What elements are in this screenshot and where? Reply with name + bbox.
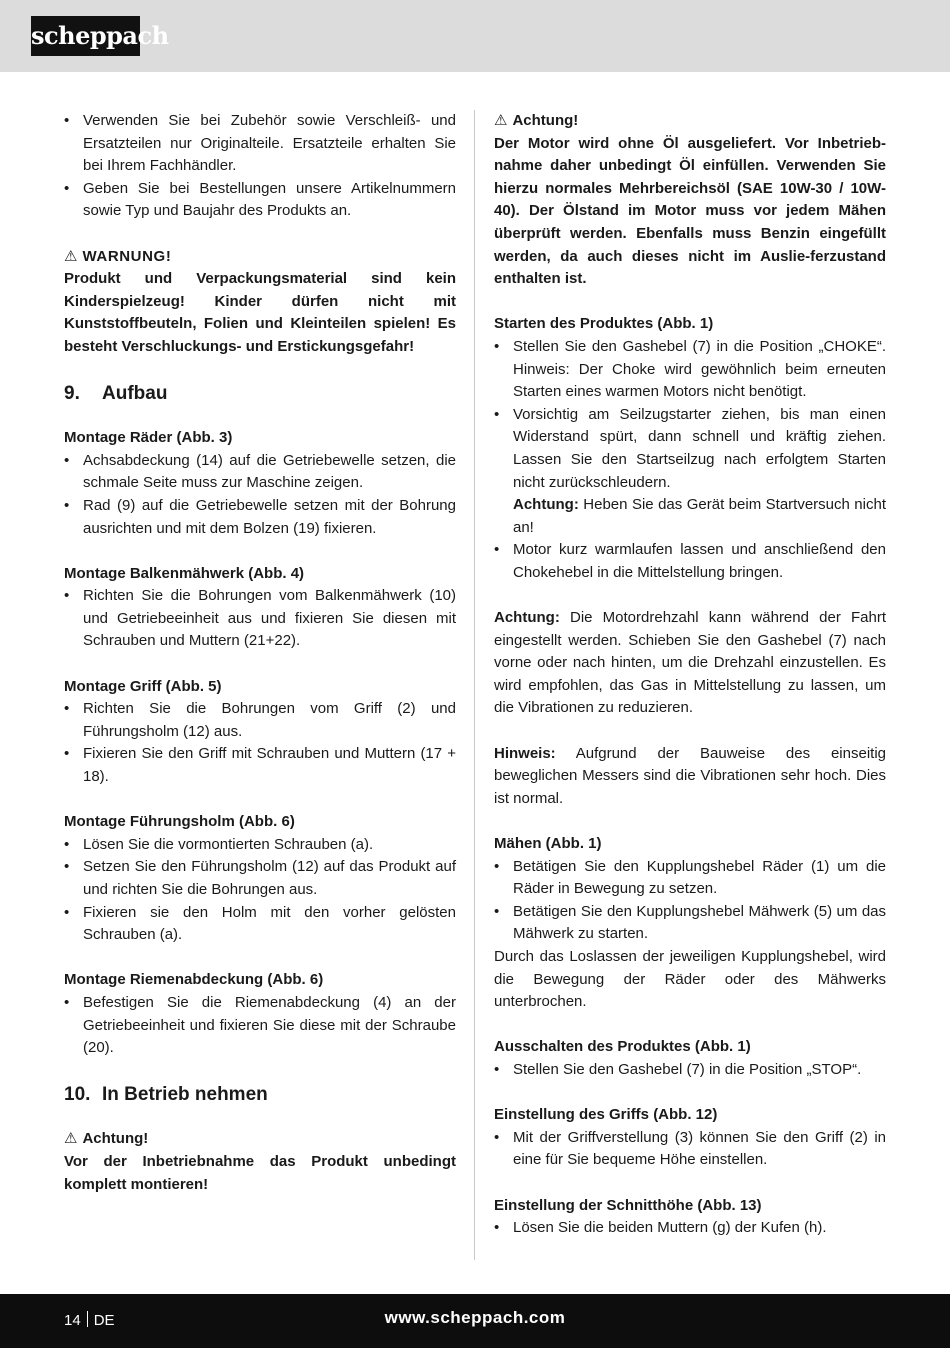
intro-list <box>64 110 456 223</box>
list-item: • Mit der Griffverstellung (3) können Sie den Griff (2) in eine für Sie bequeme Höhe einstellen. <box>494 1127 886 1172</box>
page-footer <box>0 1294 950 1348</box>
page-number: 14 <box>64 1312 81 1329</box>
subsection-heading: Starten des Produktes (Abb. 1) <box>494 315 714 333</box>
list-item-text: Heben Sie das Gerät beim Startversuch nicht an! <box>513 496 886 536</box>
list-item-text: Vorsichtig am Seilzugstarter ziehen, bis man einen Widerstand spürt, dann schnell und kräftig ziehen. Lassen Sie den Startseilzug nach erfolgtem Starten nicht zurückschleudern. <box>513 405 886 491</box>
list-item: • Fixieren sie den Holm mit den vorher gelösten Schrauben (a). <box>64 902 456 947</box>
subsection-heading: Montage Griff (Abb. 5) <box>64 677 222 695</box>
subsection-heading: Montage Führungsholm (Abb. 6) <box>64 813 295 831</box>
list-item: • Achsabdeckung (14) auf die Getriebewelle setzen, die schmale Seite muss zur Maschine zeigen. <box>64 450 456 495</box>
warning-title: WARNUNG! <box>82 247 172 265</box>
achtung-block <box>64 1128 456 1196</box>
list-item: • Geben Sie bei Bestellungen unsere Artikelnummern sowie Typ und Baujahr des Produkts an. <box>64 178 456 223</box>
brand-logo: scheppach <box>31 16 140 56</box>
list-item: • Rad (9) auf die Getriebewelle setzen mit der Bohrung ausrichten und mit dem Bolzen (19) fixieren. <box>64 495 456 540</box>
section-number: 10. <box>64 1084 91 1106</box>
drehzahl-paragraph <box>494 607 886 720</box>
list-item: • Stellen Sie den Gashebel (7) in die Position „CHOKE“. Hinweis: Der Choke wird gewöhnlich beim erneuten Starten eines warmen Motors nicht benötigt. <box>494 336 886 404</box>
list-item: • Stellen Sie den Gashebel (7) in die Position „STOP“. <box>494 1059 886 1082</box>
warning-triangle-icon: ⚠ <box>64 247 78 265</box>
left-column <box>64 110 456 1219</box>
list-item: • Richten Sie die Bohrungen vom Balkenmähwerk (10) und Getriebeeinheit aus und fixieren Sie diesen mit Schrauben und Muttern (21+22). <box>64 585 456 653</box>
inline-label: Hinweis: <box>494 744 556 762</box>
warning-heading <box>64 246 456 269</box>
subsection-heading: Montage Balkenmähwerk (Abb. 4) <box>64 564 305 582</box>
schnitt-section <box>494 1195 886 1240</box>
inline-label: Achtung: <box>513 496 579 514</box>
subsection-heading: Mähen (Abb. 1) <box>494 835 602 852</box>
section-number: 9. <box>64 383 80 405</box>
montage-raeder <box>64 427 456 540</box>
list-item <box>494 404 886 540</box>
achtung-title: Achtung! <box>512 112 579 129</box>
list-item: • Betätigen Sie den Kupplungshebel Mähwerk (5) um das Mähwerk zu starten. <box>494 901 886 946</box>
subsection-heading: Einstellung des Griffs (Abb. 12) <box>494 1106 718 1124</box>
warning-triangle-icon: ⚠ <box>64 1130 78 1148</box>
section-title-text: Aufbau <box>102 383 168 405</box>
warning-block <box>64 246 456 359</box>
paragraph-text: Aufgrund der Bauweise des einseitig beweglichen Messers sind die Vibrationen sehr hoch. Dies ist normal. <box>494 744 886 807</box>
montage-riemen <box>64 969 456 1059</box>
warning-text: Produkt und Verpackungsmaterial sind kein Kinderspielzeug! Kinder dürfen nicht mit Kunststoffbeuteln, Folien und Kleinteilen spielen! Es besteht Verschluckungs- und Erstickungsgefahr! <box>64 270 456 355</box>
subsection-heading: Einstellung der Schnitthöhe (Abb. 13) <box>494 1196 762 1214</box>
list-item: • Richten Sie die Bohrungen vom Griff (2) und Führungsholm (12) aus. <box>64 698 456 743</box>
montage-griff <box>64 676 456 789</box>
list-item: • Lösen Sie die vormontierten Schrauben (a). <box>64 834 456 857</box>
subsection-heading: Montage Riemenabdeckung (Abb. 6) <box>64 971 324 989</box>
list-item: • Fixieren Sie den Griff mit Schrauben und Muttern (17 + 18). <box>64 743 456 788</box>
list-item: • Betätigen Sie den Kupplungshebel Räder (1) um die Räder in Bewegung zu setzen. <box>494 856 886 901</box>
section-title-text: In Betrieb nehmen <box>102 1084 268 1106</box>
paragraph-text: Durch das Loslassen der jeweiligen Kupplungshebel, wird die Bewegung der Räder oder des Mähwerks unterbrochen. <box>494 947 886 1011</box>
starten-section <box>494 313 886 584</box>
section-title-9 <box>64 381 456 407</box>
griff-section <box>494 1104 886 1172</box>
achtung-heading <box>64 1128 456 1151</box>
inline-label: Achtung: <box>494 609 560 627</box>
paragraph-text: Die Motordrehzahl kann während der Fahrt eingestellt werden. Schieben Sie den Gashebel (7) nach vorne oder nach hinten, um die Drehzahl einzustellen. Es wird empfohlen, das Gas in Mittelstellung zu lassen, um die Vibrationen zu reduzieren. <box>494 609 886 717</box>
right-column <box>494 110 886 1262</box>
montage-holm <box>64 811 456 947</box>
subsection-heading: Montage Räder (Abb. 3) <box>64 429 233 447</box>
list-item: • Verwenden Sie bei Zubehör sowie Verschleiß- und Ersatzteilen nur Originalteile. Ersatzteile erhalten Sie bei Ihrem Fachhändler. <box>64 110 456 178</box>
list-item: • Befestigen Sie die Riemenabdeckung (4) an der Getriebeeinheit und fixieren Sie diese mit der Schraube (20). <box>64 992 456 1060</box>
column-divider <box>474 110 475 1260</box>
maehen-section <box>494 833 886 1014</box>
motor-warning-block <box>494 110 886 291</box>
achtung-text: Vor der Inbetriebnahme das Produkt unbedingt komplett montieren! <box>64 1152 456 1193</box>
motor-warning-text: Der Motor wird ohne Öl ausgeliefert. Vor Inbetrieb-nahme daher unbedingt Öl einfüllen. Verwenden Sie hierzu normales Mehrbereichsöl (SAE 10W-30 / 10W-40). Der Ölstand im Motor muss vor jedem Mähen überprüft werden. Ebenfalls muss Benzin eingefüllt werden, da auch dieses nicht im Auslie-ferzustand enthalten ist. <box>494 134 886 288</box>
subsection-heading: Ausschalten des Produktes (Abb. 1) <box>494 1038 751 1056</box>
language-code: DE <box>93 1312 115 1329</box>
montage-balken <box>64 563 456 653</box>
warning-triangle-icon: ⚠ <box>494 112 508 129</box>
hinweis-paragraph <box>494 743 886 811</box>
list-item: • Lösen Sie die beiden Muttern (g) der Kufen (h). <box>494 1217 886 1240</box>
list-item: • Motor kurz warmlaufen lassen und anschließend den Chokehebel in die Mittelstellung bringen. <box>494 539 886 584</box>
achtung-title: Achtung! <box>82 1130 149 1148</box>
page-header <box>0 0 950 72</box>
achtung-heading <box>494 110 886 133</box>
website-url: www.scheppach.com <box>384 1308 566 1327</box>
section-title-10 <box>64 1082 456 1108</box>
ausschalten-section <box>494 1036 886 1081</box>
list-item: • Setzen Sie den Führungsholm (12) auf das Produkt auf und richten Sie die Bohrungen aus. <box>64 856 456 901</box>
